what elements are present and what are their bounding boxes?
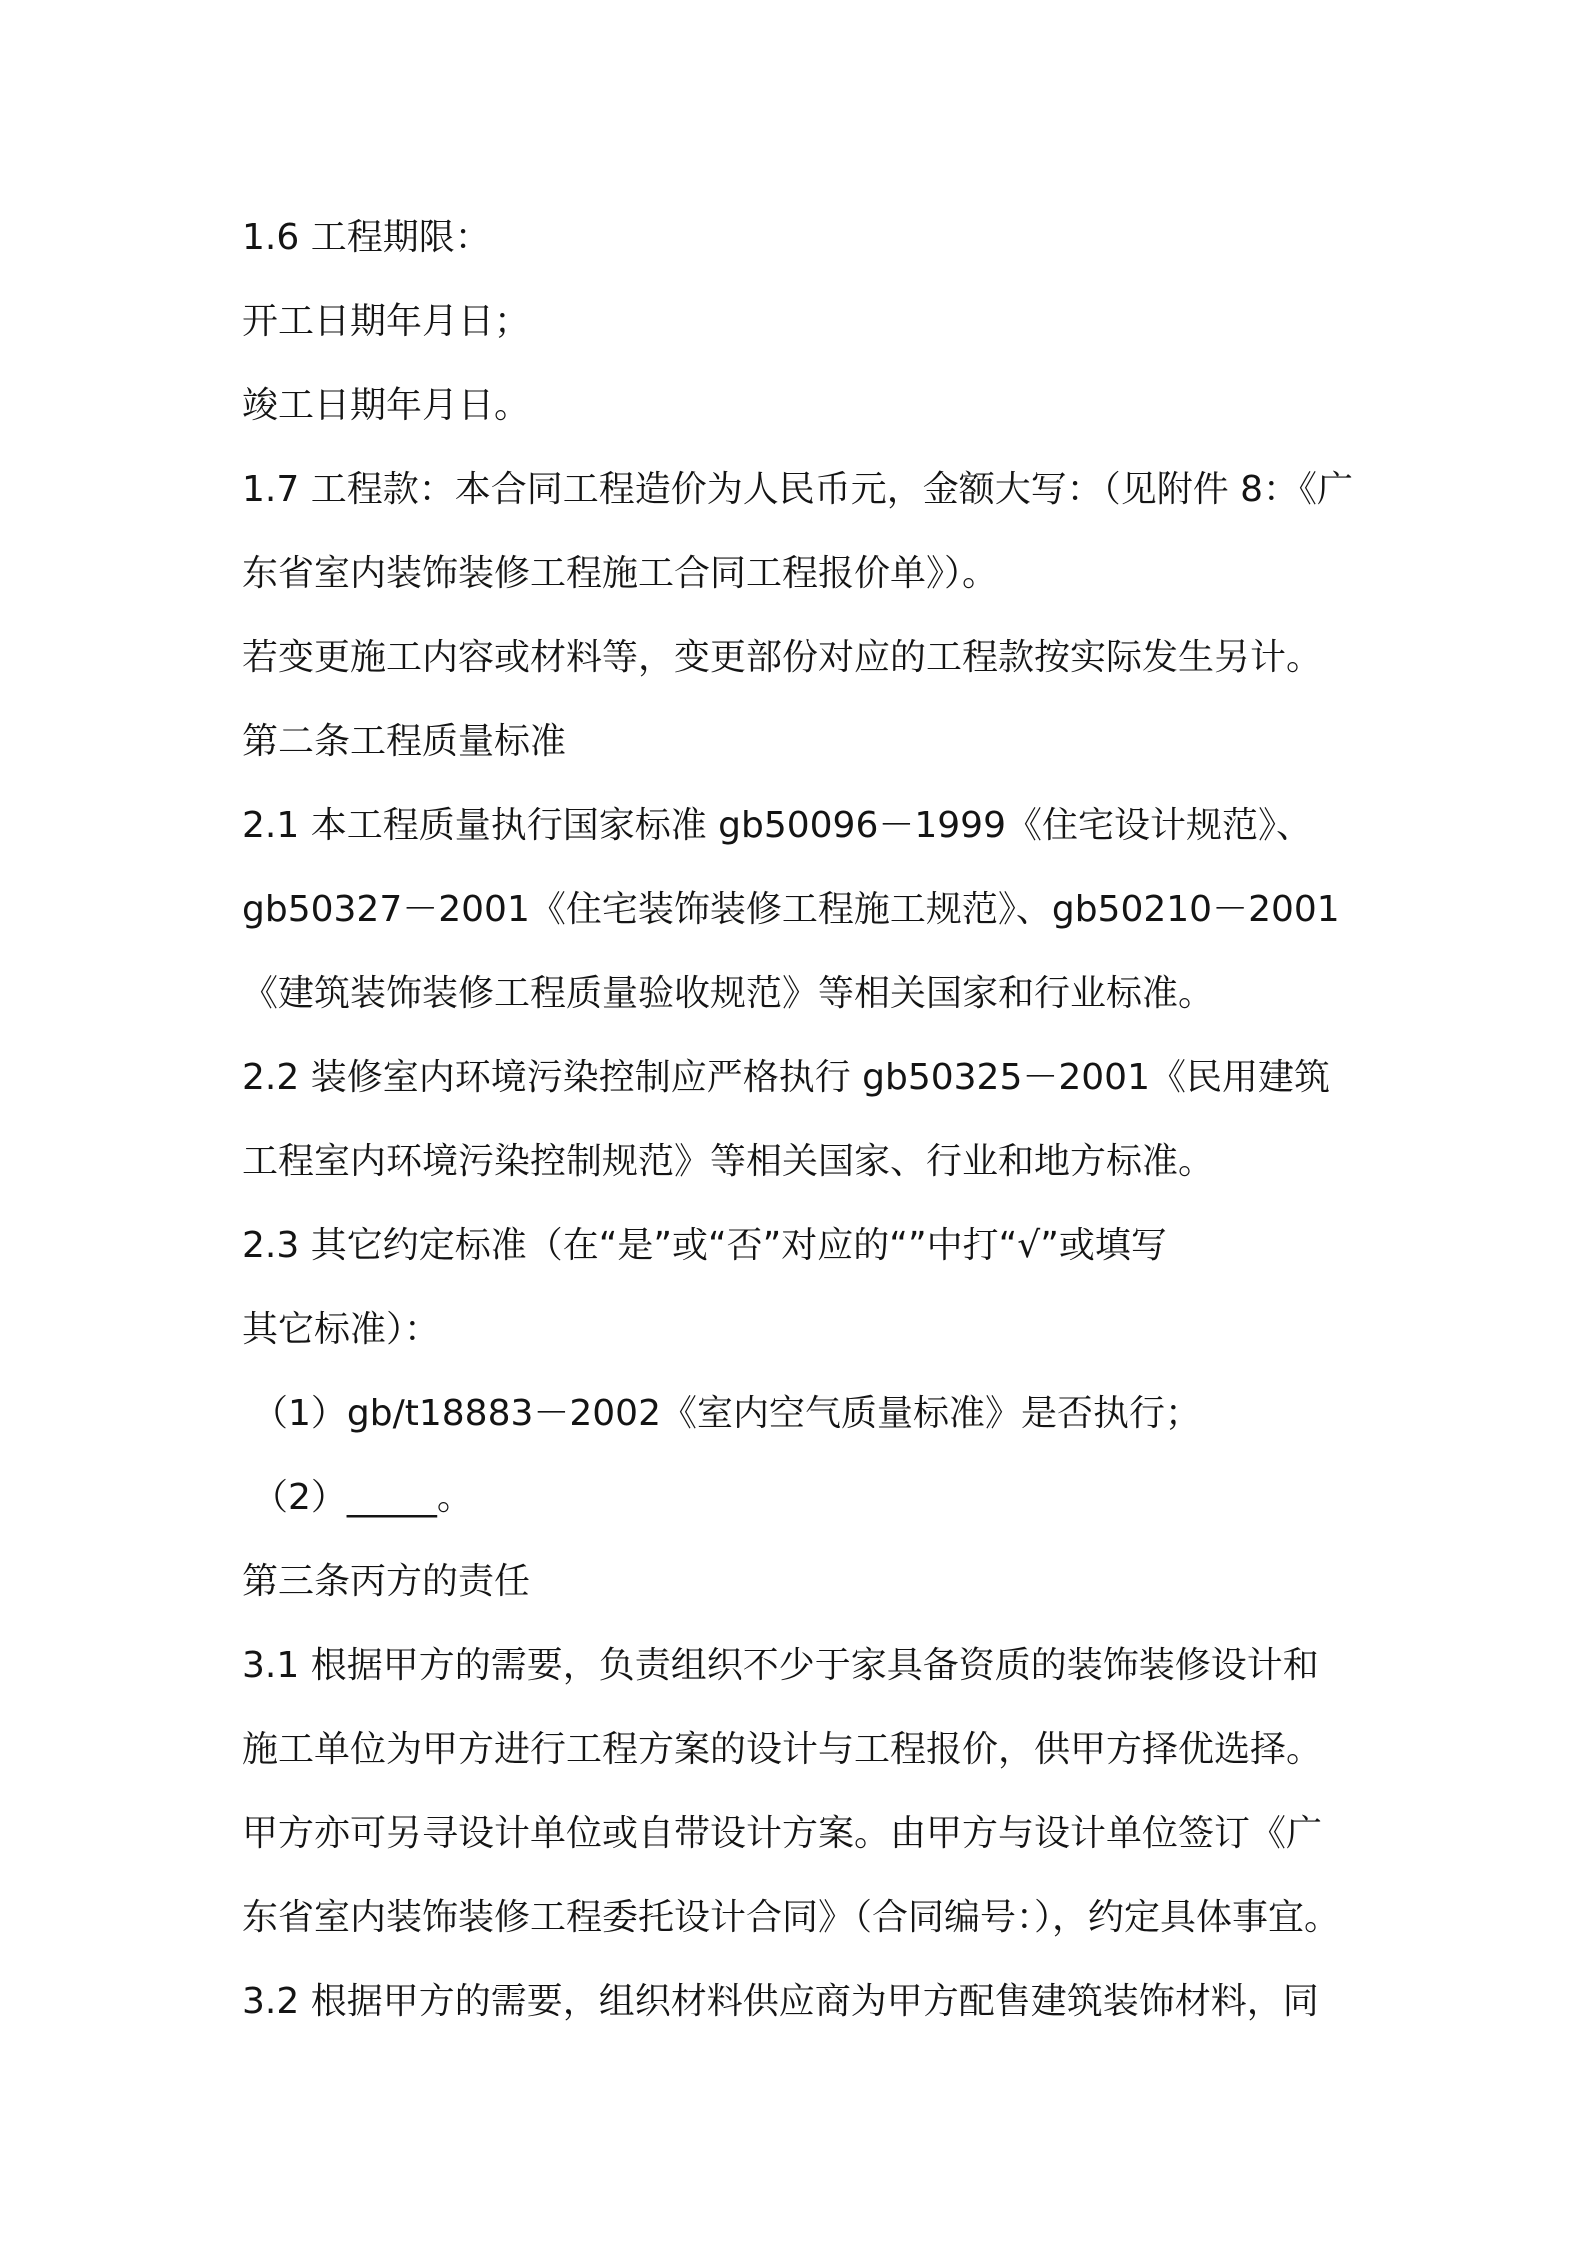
text-line: 工程室内环境污染控制规范》等相关国家、行业和地方标准。: [242, 1141, 1215, 1182]
text-line: 3.2 根据甲方的需要，组织材料供应商为甲方配售建筑装饰材料，同: [242, 1981, 1319, 2022]
text-line: 甲方亦可另寻设计单位或自带设计方案。由甲方与设计单位签订《广: [242, 1813, 1323, 1854]
text-line: 其它标准）：: [242, 1309, 441, 1350]
document-body: [242, 196, 1382, 2044]
section-heading: 第三条丙方的责任: [242, 1561, 531, 1602]
section-heading: 第二条工程质量标准: [242, 721, 567, 762]
text-line: 施工单位为甲方进行工程方案的设计与工程报价，供甲方择优选择。: [242, 1729, 1323, 1770]
text-line: 1.7 工程款：本合同工程造价为人民币元，金额大写：（见附件 8：《广: [242, 469, 1354, 510]
text-line: 2.2 装修室内环境污染控制应严格执行 gb50325－2001《民用建筑: [242, 1057, 1330, 1098]
text-line: 东省室内装饰装修工程委托设计合同》（合同编号：），约定具体事宜。: [242, 1897, 1341, 1938]
text-line: 东省室内装饰装修工程施工合同工程报价单》）。: [242, 553, 999, 594]
text-line: 《建筑装饰装修工程质量验收规范》等相关国家和行业标准。: [242, 973, 1215, 1014]
list-item: （1）gb/t18883－2002《室内空气质量标准》是否执行；: [252, 1393, 1201, 1434]
text-line: 竣工日期年月日。: [242, 385, 531, 426]
text-line: 2.1 本工程质量执行国家标准 gb50096－1999《住宅设计规范》、: [242, 805, 1312, 846]
text-line: 若变更施工内容或材料等，变更部份对应的工程款按实际发生另计。: [242, 637, 1323, 678]
text-line: 2.3 其它约定标准（在“是”或“否”对应的“”中打“√”或填写: [242, 1225, 1167, 1266]
text-line: 3.1 根据甲方的需要，负责组织不少于家具备资质的装饰装修设计和: [242, 1645, 1319, 1686]
text-line: gb50327－2001《住宅装饰装修工程施工规范》、gb50210－2001: [242, 889, 1340, 930]
text-line: 开工日期年月日；: [242, 301, 531, 342]
list-item: （2）_____。: [252, 1477, 473, 1518]
text-line: 1.6 工程期限：: [242, 217, 491, 258]
